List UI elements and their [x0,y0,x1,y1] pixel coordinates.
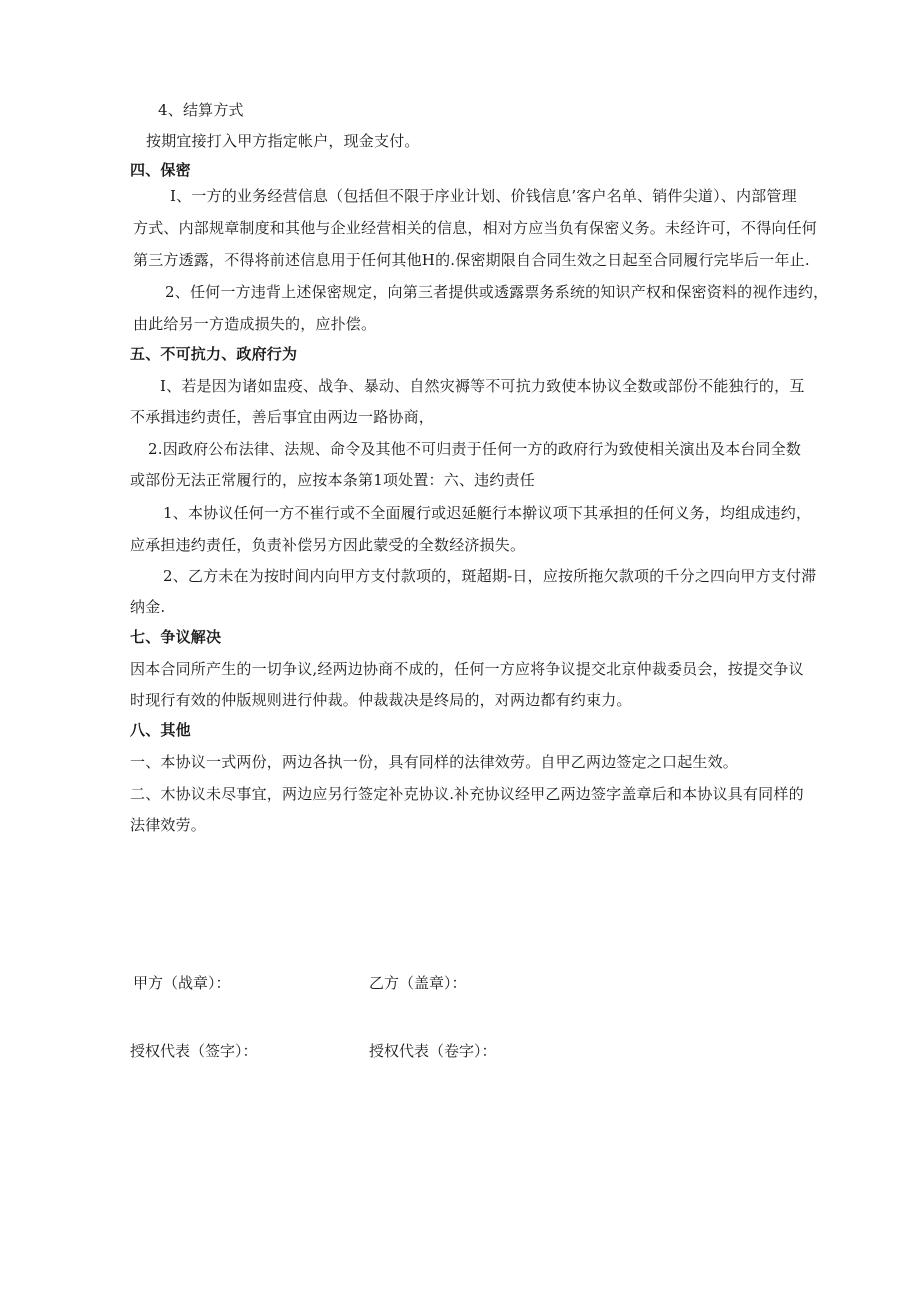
section4-item2-line1: 2、任何一方违背上述保密规定，向第三者提供或透露票务系统的知识产权和保密资料的视作违约， [165,283,829,301]
party-b-representative-label: 授权代表（卷字）： [369,1042,497,1060]
settlement-title: 4、结算方式 [158,101,244,119]
settlement-text: 按期宜接打入甲方指定帐户，现金支付。 [146,132,420,150]
section5-item2-line1: 2.因政府公布法律、法规、命令及其他不可归责于任何一方的政府行为致使相关演出及本台同全数 [148,440,802,458]
section8-item2-line1: 二、木协议未尽事宜，两边应另行签定补克协议.补充协议经甲乙两边签字盖章后和本协议具有同样的 [130,785,804,803]
section7-line2: 时现行有效的仲版规则进行仲裁。仲裁裁决是终局的，对两边都有约束力。 [130,691,632,709]
section6-item1-line2: 应承担违约责任，负责补偿另方因此蒙受的全数经济损失。 [130,536,526,554]
section4-heading: 四、保密 [130,161,191,179]
section5-item1-line1: I、若是因为诸如盅疫、战争、暴动、自然灾褥等不可抗力致使本协议全数或部份不能独行的，互 [160,377,805,395]
section4-item2-line2: 由此给另一方造成损失的，应扑偿。 [133,315,377,333]
section4-item1-line1: I、一方的业务经营信息（包括但不限于序业计划、价钱信息’客户名单、销件尖道）、内部管理 [170,187,797,205]
party-b-seal-label: 乙方（盖章）： [369,974,467,992]
section7-line1: 因本合同所产生的一切争议,经两边协商不成的，任何一方应将争议提交北京仲裁委员会，按提交争议 [130,660,804,678]
section6-item2-line2: 纳金. [130,598,166,616]
section4-item1-line3: 第三方透露，不得将前述信息用于任何其他H的.保密期限自合同生效之日起至合同履行完毕后一年止. [133,251,810,269]
party-a-representative-label: 授权代表（签字）： [130,1042,258,1060]
section5-heading: 五、不可抗力、政府行为 [130,345,298,363]
party-a-seal-label: 甲方（战章）： [133,974,231,992]
section8-item2-line2: 法律效劳。 [130,816,207,834]
section7-heading: 七、争议解决 [130,628,222,646]
section5-item1-line2: 不承揖违约责任，善后事宜由两边一路协商， [130,408,435,426]
section8-heading: 八、其他 [130,721,191,739]
section5-item2-line2: 或部份无法正常履行的，应按本条第1项处置：六、违约责任 [130,471,535,489]
section6-item2-line1: 2、乙方未在为按时间内向甲方支付款项的，斑超期-日，应按所拖欠款项的千分之四向甲方支付滞 [163,567,817,585]
section6-item1-line1: 1、本协议任何一方不崔行或不全面履行或迟延艇行本擀议项下其承担的任何义务，均组成违约， [163,504,812,522]
section8-item1: 一、本协议一式两份，两边各执一份，具有同样的法律效劳。自甲乙两边签定之口起生效。 [130,753,739,771]
section4-item1-line2: 方式、内部规章制度和其他与企业经营相关的信息，相对方应当负有保密义务。未经许可，不得向任何 [133,219,818,237]
